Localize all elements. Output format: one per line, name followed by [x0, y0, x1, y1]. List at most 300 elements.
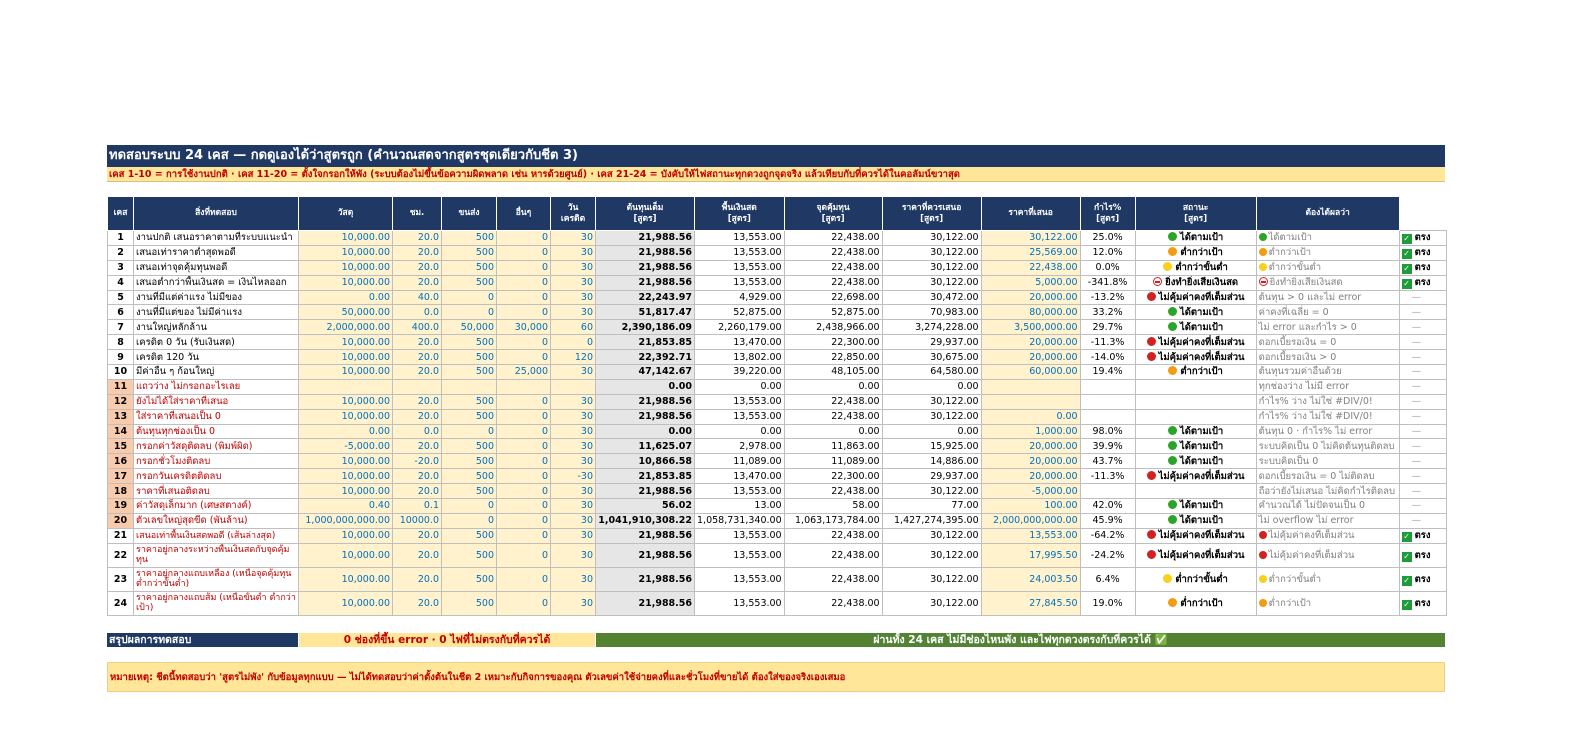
- profit-pct-cell[interactable]: [1080, 484, 1135, 499]
- hours-cell[interactable]: 0.0: [393, 305, 442, 320]
- test-item[interactable]: งานปกติ เสนอราคาตามที่ระบบแนะนำ: [134, 231, 299, 246]
- credit-days-cell[interactable]: 30: [551, 409, 596, 424]
- credit-days-cell[interactable]: 30: [551, 394, 596, 409]
- profit-pct-cell[interactable]: -13.2%: [1080, 290, 1135, 305]
- other-cell[interactable]: [497, 379, 551, 394]
- suggested-price-cell[interactable]: 29,937.00: [882, 335, 981, 350]
- credit-days-cell[interactable]: 30: [551, 567, 596, 591]
- offer-price-cell[interactable]: -5,000.00: [981, 484, 1080, 499]
- full-cost-cell[interactable]: 21,988.56: [596, 567, 695, 591]
- hours-cell[interactable]: 20.0: [393, 409, 442, 424]
- full-cost-cell[interactable]: 21,988.56: [596, 484, 695, 499]
- other-cell[interactable]: 0: [497, 591, 551, 615]
- full-cost-cell[interactable]: 21,853.85: [596, 335, 695, 350]
- shipping-cell[interactable]: 500: [442, 394, 497, 409]
- breakeven-cell[interactable]: 22,438.00: [784, 543, 882, 567]
- material-cell[interactable]: 10,000.00: [299, 335, 393, 350]
- case-number[interactable]: 15: [108, 439, 134, 454]
- case-number[interactable]: 23: [108, 567, 134, 591]
- cash-floor-cell[interactable]: 13,553.00: [695, 245, 785, 260]
- material-cell[interactable]: 10,000.00: [299, 394, 393, 409]
- other-cell[interactable]: 0: [497, 245, 551, 260]
- suggested-price-cell[interactable]: 30,122.00: [882, 528, 981, 543]
- material-cell[interactable]: 0.00: [299, 290, 393, 305]
- test-item[interactable]: งานใหญ่หลักล้าน: [134, 320, 299, 335]
- expected-cell[interactable]: [1256, 335, 1399, 350]
- profit-pct-cell[interactable]: [1080, 379, 1135, 394]
- full-cost-cell[interactable]: 21,988.56: [596, 591, 695, 615]
- test-item[interactable]: เสนอเท่าราคาต่ำสุดพอดี: [134, 245, 299, 260]
- profit-pct-cell[interactable]: 6.4%: [1080, 567, 1135, 591]
- col-header-breakeven[interactable]: จุดคุ้มทุน [สูตร]: [784, 197, 882, 231]
- cash-floor-cell[interactable]: 2,260,179.00: [695, 320, 785, 335]
- test-item[interactable]: ราคาที่เสนอติดลบ: [134, 484, 299, 499]
- hours-cell[interactable]: 20.0: [393, 394, 442, 409]
- hours-cell[interactable]: 20.0: [393, 528, 442, 543]
- material-cell[interactable]: 10,000.00: [299, 543, 393, 567]
- shipping-cell[interactable]: 500: [442, 260, 497, 275]
- shipping-cell[interactable]: 500: [442, 409, 497, 424]
- shipping-cell[interactable]: 500: [442, 365, 497, 380]
- case-number[interactable]: 9: [108, 350, 134, 365]
- expected-cell[interactable]: [1256, 394, 1399, 409]
- hours-cell[interactable]: 0.1: [393, 499, 442, 514]
- full-cost-cell[interactable]: 21,988.56: [596, 394, 695, 409]
- case-number[interactable]: 12: [108, 394, 134, 409]
- case-number[interactable]: 5: [108, 290, 134, 305]
- other-cell[interactable]: 0: [497, 350, 551, 365]
- status-cell[interactable]: [1135, 365, 1256, 380]
- full-cost-cell[interactable]: 21,988.56: [596, 543, 695, 567]
- case-number[interactable]: 19: [108, 499, 134, 514]
- full-cost-cell[interactable]: 21,853.85: [596, 469, 695, 484]
- other-cell[interactable]: 0: [497, 335, 551, 350]
- cash-floor-cell[interactable]: 2,978.00: [695, 439, 785, 454]
- profit-pct-cell[interactable]: 42.0%: [1080, 499, 1135, 514]
- case-number[interactable]: 8: [108, 335, 134, 350]
- cash-floor-cell[interactable]: 0.00: [695, 424, 785, 439]
- suggested-price-cell[interactable]: 30,122.00: [882, 591, 981, 615]
- full-cost-cell[interactable]: 56.02: [596, 499, 695, 514]
- cash-floor-cell[interactable]: 13.00: [695, 499, 785, 514]
- full-cost-cell[interactable]: 51,817.47: [596, 305, 695, 320]
- offer-price-cell[interactable]: 20,000.00: [981, 439, 1080, 454]
- full-cost-cell[interactable]: 21,988.56: [596, 275, 695, 290]
- col-header-profit-pct[interactable]: กำไร% [สูตร]: [1080, 197, 1135, 231]
- suggested-price-cell[interactable]: 30,122.00: [882, 260, 981, 275]
- status-cell[interactable]: [1135, 320, 1256, 335]
- status-cell[interactable]: [1135, 275, 1256, 290]
- credit-days-cell[interactable]: 30: [551, 543, 596, 567]
- case-number[interactable]: 21: [108, 528, 134, 543]
- credit-days-cell[interactable]: 60: [551, 320, 596, 335]
- credit-days-cell[interactable]: 0: [551, 335, 596, 350]
- status-cell[interactable]: [1135, 379, 1256, 394]
- status-cell[interactable]: [1135, 439, 1256, 454]
- case-number[interactable]: 24: [108, 591, 134, 615]
- offer-price-cell[interactable]: [981, 379, 1080, 394]
- case-number[interactable]: 14: [108, 424, 134, 439]
- credit-days-cell[interactable]: 30: [551, 275, 596, 290]
- suggested-price-cell[interactable]: 3,274,228.00: [882, 320, 981, 335]
- hours-cell[interactable]: 20.0: [393, 543, 442, 567]
- hours-cell[interactable]: 20.0: [393, 591, 442, 615]
- full-cost-cell[interactable]: 11,625.07: [596, 439, 695, 454]
- offer-price-cell[interactable]: 5,000.00: [981, 275, 1080, 290]
- suggested-price-cell[interactable]: 30,122.00: [882, 543, 981, 567]
- test-item[interactable]: ราคาอยู่กลางระหว่างพื้นเงินสดกับจุดคุ้มทุน: [134, 543, 299, 567]
- other-cell[interactable]: 0: [497, 409, 551, 424]
- cash-floor-cell[interactable]: 13,553.00: [695, 409, 785, 424]
- offer-price-cell[interactable]: 13,553.00: [981, 528, 1080, 543]
- case-number[interactable]: 20: [108, 513, 134, 528]
- cash-floor-cell[interactable]: 4,929.00: [695, 290, 785, 305]
- profit-pct-cell[interactable]: 25.0%: [1080, 231, 1135, 246]
- credit-days-cell[interactable]: 30: [551, 591, 596, 615]
- cash-floor-cell[interactable]: 13,553.00: [695, 275, 785, 290]
- offer-price-cell[interactable]: 27,845.50: [981, 591, 1080, 615]
- expected-cell[interactable]: [1256, 275, 1399, 290]
- case-number[interactable]: 17: [108, 469, 134, 484]
- breakeven-cell[interactable]: 22,438.00: [784, 394, 882, 409]
- test-item[interactable]: เครดิต 120 วัน: [134, 350, 299, 365]
- cash-floor-cell[interactable]: 13,553.00: [695, 528, 785, 543]
- test-item[interactable]: ยังไม่ได้ใส่ราคาที่เสนอ: [134, 394, 299, 409]
- offer-price-cell[interactable]: 25,569.00: [981, 245, 1080, 260]
- hours-cell[interactable]: 400.0: [393, 320, 442, 335]
- test-item[interactable]: ราคาอยู่กลางแถบส้ม (เหนือขั้นต่ำ ต่ำกว่าเป้า): [134, 591, 299, 615]
- full-cost-cell[interactable]: 0.00: [596, 379, 695, 394]
- test-item[interactable]: เสนอเท่าพื้นเงินสดพอดี (เส้นล่างสุด): [134, 528, 299, 543]
- other-cell[interactable]: 0: [497, 394, 551, 409]
- case-number[interactable]: 3: [108, 260, 134, 275]
- status-cell[interactable]: [1135, 513, 1256, 528]
- other-cell[interactable]: 0: [497, 469, 551, 484]
- material-cell[interactable]: 10,000.00: [299, 454, 393, 469]
- offer-price-cell[interactable]: 30,122.00: [981, 231, 1080, 246]
- test-item[interactable]: แถวว่าง ไม่กรอกอะไรเลย: [134, 379, 299, 394]
- profit-pct-cell[interactable]: 39.9%: [1080, 439, 1135, 454]
- suggested-price-cell[interactable]: 30,122.00: [882, 245, 981, 260]
- expected-cell[interactable]: [1256, 567, 1399, 591]
- status-cell[interactable]: [1135, 231, 1256, 246]
- col-header-case[interactable]: เคส: [108, 197, 134, 231]
- breakeven-cell[interactable]: 22,438.00: [784, 484, 882, 499]
- profit-pct-cell[interactable]: 29.7%: [1080, 320, 1135, 335]
- breakeven-cell[interactable]: 2,438,966.00: [784, 320, 882, 335]
- breakeven-cell[interactable]: 22,438.00: [784, 260, 882, 275]
- suggested-price-cell[interactable]: 14,886.00: [882, 454, 981, 469]
- credit-days-cell[interactable]: 30: [551, 245, 596, 260]
- material-cell[interactable]: 10,000.00: [299, 591, 393, 615]
- test-item[interactable]: ตัวเลขใหญ่สุดขีด (พันล้าน): [134, 513, 299, 528]
- status-cell[interactable]: [1135, 454, 1256, 469]
- hours-cell[interactable]: 40.0: [393, 290, 442, 305]
- suggested-price-cell[interactable]: 30,675.00: [882, 350, 981, 365]
- col-header-material[interactable]: วัสดุ: [299, 197, 393, 231]
- expected-cell[interactable]: [1256, 320, 1399, 335]
- test-item[interactable]: งานที่มีแต่ของ ไม่มีค่าแรง: [134, 305, 299, 320]
- offer-price-cell[interactable]: 20,000.00: [981, 350, 1080, 365]
- offer-price-cell[interactable]: 0.00: [981, 409, 1080, 424]
- cash-floor-cell[interactable]: 13,553.00: [695, 231, 785, 246]
- material-cell[interactable]: 10,000.00: [299, 409, 393, 424]
- hours-cell[interactable]: -20.0: [393, 454, 442, 469]
- shipping-cell[interactable]: 0: [442, 290, 497, 305]
- profit-pct-cell[interactable]: -14.0%: [1080, 350, 1135, 365]
- other-cell[interactable]: 0: [497, 260, 551, 275]
- material-cell[interactable]: 2,000,000.00: [299, 320, 393, 335]
- cash-floor-cell[interactable]: 11,089.00: [695, 454, 785, 469]
- cash-floor-cell[interactable]: 0.00: [695, 379, 785, 394]
- offer-price-cell[interactable]: 20,000.00: [981, 290, 1080, 305]
- material-cell[interactable]: 10,000.00: [299, 350, 393, 365]
- profit-pct-cell[interactable]: 12.0%: [1080, 245, 1135, 260]
- expected-cell[interactable]: [1256, 305, 1399, 320]
- status-cell[interactable]: [1135, 305, 1256, 320]
- credit-days-cell[interactable]: 30: [551, 484, 596, 499]
- col-header-cash-floor[interactable]: พื้นเงินสด [สูตร]: [695, 197, 785, 231]
- expected-cell[interactable]: [1256, 350, 1399, 365]
- other-cell[interactable]: 0: [497, 439, 551, 454]
- col-header-suggested-price[interactable]: ราคาที่ควรเสนอ [สูตร]: [882, 197, 981, 231]
- credit-days-cell[interactable]: 30: [551, 260, 596, 275]
- full-cost-cell[interactable]: 10,866.58: [596, 454, 695, 469]
- suggested-price-cell[interactable]: 30,122.00: [882, 409, 981, 424]
- credit-days-cell[interactable]: 30: [551, 365, 596, 380]
- credit-days-cell[interactable]: 30: [551, 528, 596, 543]
- breakeven-cell[interactable]: 22,850.00: [784, 350, 882, 365]
- full-cost-cell[interactable]: 21,988.56: [596, 231, 695, 246]
- expected-cell[interactable]: [1256, 245, 1399, 260]
- material-cell[interactable]: 10,000.00: [299, 365, 393, 380]
- status-cell[interactable]: [1135, 499, 1256, 514]
- shipping-cell[interactable]: 500: [442, 275, 497, 290]
- shipping-cell[interactable]: [442, 379, 497, 394]
- shipping-cell[interactable]: 500: [442, 439, 497, 454]
- material-cell[interactable]: 10,000.00: [299, 231, 393, 246]
- cash-floor-cell[interactable]: 13,802.00: [695, 350, 785, 365]
- breakeven-cell[interactable]: 22,300.00: [784, 469, 882, 484]
- other-cell[interactable]: 0: [497, 454, 551, 469]
- cash-floor-cell[interactable]: 52,875.00: [695, 305, 785, 320]
- offer-price-cell[interactable]: [981, 394, 1080, 409]
- material-cell[interactable]: -5,000.00: [299, 439, 393, 454]
- shipping-cell[interactable]: 500: [442, 350, 497, 365]
- material-cell[interactable]: 10,000.00: [299, 469, 393, 484]
- test-item[interactable]: เสนอเท่าจุดคุ้มทุนพอดี: [134, 260, 299, 275]
- hours-cell[interactable]: 20.0: [393, 335, 442, 350]
- full-cost-cell[interactable]: 1,041,910,308.22: [596, 513, 695, 528]
- test-item[interactable]: งานที่มีแต่ค่าแรง ไม่มีของ: [134, 290, 299, 305]
- shipping-cell[interactable]: 500: [442, 454, 497, 469]
- col-header-full-cost[interactable]: ต้นทุนเต็ม [สูตร]: [596, 197, 695, 231]
- credit-days-cell[interactable]: 30: [551, 499, 596, 514]
- test-item[interactable]: กรอกชั่วโมงติดลบ: [134, 454, 299, 469]
- material-cell[interactable]: 10,000.00: [299, 245, 393, 260]
- other-cell[interactable]: 0: [497, 290, 551, 305]
- breakeven-cell[interactable]: 52,875.00: [784, 305, 882, 320]
- credit-days-cell[interactable]: 30: [551, 290, 596, 305]
- suggested-price-cell[interactable]: 30,472.00: [882, 290, 981, 305]
- case-number[interactable]: 10: [108, 365, 134, 380]
- breakeven-cell[interactable]: 22,698.00: [784, 290, 882, 305]
- suggested-price-cell[interactable]: 1,427,274,395.00: [882, 513, 981, 528]
- expected-cell[interactable]: [1256, 499, 1399, 514]
- expected-cell[interactable]: [1256, 513, 1399, 528]
- material-cell[interactable]: 50,000.00: [299, 305, 393, 320]
- profit-pct-cell[interactable]: 98.0%: [1080, 424, 1135, 439]
- credit-days-cell[interactable]: 30: [551, 513, 596, 528]
- other-cell[interactable]: 0: [497, 424, 551, 439]
- cash-floor-cell[interactable]: 39,220.00: [695, 365, 785, 380]
- col-header-credit-days[interactable]: วัน เครดิต: [551, 197, 596, 231]
- offer-price-cell[interactable]: 22,438.00: [981, 260, 1080, 275]
- other-cell[interactable]: 30,000: [497, 320, 551, 335]
- case-number[interactable]: 4: [108, 275, 134, 290]
- status-cell[interactable]: [1135, 335, 1256, 350]
- full-cost-cell[interactable]: 21,988.56: [596, 260, 695, 275]
- case-number[interactable]: 13: [108, 409, 134, 424]
- test-item[interactable]: กรอกค่าวัสดุติดลบ (พิมพ์ผิด): [134, 439, 299, 454]
- expected-cell[interactable]: [1256, 484, 1399, 499]
- profit-pct-cell[interactable]: [1080, 394, 1135, 409]
- material-cell[interactable]: 0.00: [299, 424, 393, 439]
- profit-pct-cell[interactable]: -24.2%: [1080, 543, 1135, 567]
- hours-cell[interactable]: 20.0: [393, 275, 442, 290]
- offer-price-cell[interactable]: 3,500,000.00: [981, 320, 1080, 335]
- breakeven-cell[interactable]: 22,438.00: [784, 275, 882, 290]
- suggested-price-cell[interactable]: 30,122.00: [882, 567, 981, 591]
- case-number[interactable]: 7: [108, 320, 134, 335]
- status-cell[interactable]: [1135, 484, 1256, 499]
- case-number[interactable]: 16: [108, 454, 134, 469]
- cash-floor-cell[interactable]: 13,553.00: [695, 591, 785, 615]
- profit-pct-cell[interactable]: 45.9%: [1080, 513, 1135, 528]
- shipping-cell[interactable]: 500: [442, 591, 497, 615]
- profit-pct-cell[interactable]: -341.8%: [1080, 275, 1135, 290]
- shipping-cell[interactable]: 0: [442, 513, 497, 528]
- test-item[interactable]: ใส่ราคาที่เสนอเป็น 0: [134, 409, 299, 424]
- offer-price-cell[interactable]: 24,003.50: [981, 567, 1080, 591]
- suggested-price-cell[interactable]: 29,937.00: [882, 469, 981, 484]
- shipping-cell[interactable]: 50,000: [442, 320, 497, 335]
- expected-cell[interactable]: [1256, 528, 1399, 543]
- status-cell[interactable]: [1135, 567, 1256, 591]
- cash-floor-cell[interactable]: 13,553.00: [695, 567, 785, 591]
- col-header-hours[interactable]: ชม.: [393, 197, 442, 231]
- profit-pct-cell[interactable]: -11.3%: [1080, 335, 1135, 350]
- offer-price-cell[interactable]: 80,000.00: [981, 305, 1080, 320]
- breakeven-cell[interactable]: 22,438.00: [784, 567, 882, 591]
- hours-cell[interactable]: 20.0: [393, 439, 442, 454]
- breakeven-cell[interactable]: 58.00: [784, 499, 882, 514]
- offer-price-cell[interactable]: 20,000.00: [981, 454, 1080, 469]
- hours-cell[interactable]: 20.0: [393, 469, 442, 484]
- shipping-cell[interactable]: 500: [442, 484, 497, 499]
- suggested-price-cell[interactable]: 30,122.00: [882, 275, 981, 290]
- col-header-other[interactable]: อื่นๆ: [497, 197, 551, 231]
- other-cell[interactable]: 0: [497, 513, 551, 528]
- suggested-price-cell[interactable]: 30,122.00: [882, 231, 981, 246]
- other-cell[interactable]: 0: [497, 543, 551, 567]
- status-cell[interactable]: [1135, 260, 1256, 275]
- full-cost-cell[interactable]: 0.00: [596, 424, 695, 439]
- case-number[interactable]: 6: [108, 305, 134, 320]
- expected-cell[interactable]: [1256, 424, 1399, 439]
- shipping-cell[interactable]: 500: [442, 543, 497, 567]
- breakeven-cell[interactable]: 22,438.00: [784, 591, 882, 615]
- suggested-price-cell[interactable]: 0.00: [882, 379, 981, 394]
- other-cell[interactable]: 0: [497, 567, 551, 591]
- expected-cell[interactable]: [1256, 591, 1399, 615]
- status-cell[interactable]: [1135, 245, 1256, 260]
- hours-cell[interactable]: 10000.0: [393, 513, 442, 528]
- full-cost-cell[interactable]: 47,142.67: [596, 365, 695, 380]
- shipping-cell[interactable]: 500: [442, 528, 497, 543]
- offer-price-cell[interactable]: 17,995.50: [981, 543, 1080, 567]
- expected-cell[interactable]: [1256, 365, 1399, 380]
- hours-cell[interactable]: 20.0: [393, 567, 442, 591]
- test-item[interactable]: กรอกวันเครดิตติดลบ: [134, 469, 299, 484]
- expected-cell[interactable]: [1256, 409, 1399, 424]
- cash-floor-cell[interactable]: 13,553.00: [695, 260, 785, 275]
- profit-pct-cell[interactable]: 0.0%: [1080, 260, 1135, 275]
- material-cell[interactable]: 1,000,000,000.00: [299, 513, 393, 528]
- expected-cell[interactable]: [1256, 469, 1399, 484]
- hours-cell[interactable]: 20.0: [393, 484, 442, 499]
- shipping-cell[interactable]: 500: [442, 231, 497, 246]
- credit-days-cell[interactable]: 30: [551, 439, 596, 454]
- shipping-cell[interactable]: 0: [442, 305, 497, 320]
- profit-pct-cell[interactable]: 43.7%: [1080, 454, 1135, 469]
- credit-days-cell[interactable]: -30: [551, 469, 596, 484]
- other-cell[interactable]: 0: [497, 231, 551, 246]
- profit-pct-cell[interactable]: -11.3%: [1080, 469, 1135, 484]
- suggested-price-cell[interactable]: 30,122.00: [882, 484, 981, 499]
- hours-cell[interactable]: 20.0: [393, 350, 442, 365]
- cash-floor-cell[interactable]: 13,470.00: [695, 469, 785, 484]
- breakeven-cell[interactable]: 22,438.00: [784, 231, 882, 246]
- breakeven-cell[interactable]: 0.00: [784, 379, 882, 394]
- status-cell[interactable]: [1135, 424, 1256, 439]
- other-cell[interactable]: 0: [497, 484, 551, 499]
- col-header-shipping[interactable]: ขนส่ง: [442, 197, 497, 231]
- profit-pct-cell[interactable]: 19.0%: [1080, 591, 1135, 615]
- offer-price-cell[interactable]: 60,000.00: [981, 365, 1080, 380]
- hours-cell[interactable]: 0.0: [393, 424, 442, 439]
- material-cell[interactable]: 10,000.00: [299, 484, 393, 499]
- full-cost-cell[interactable]: 22,392.71: [596, 350, 695, 365]
- breakeven-cell[interactable]: 22,438.00: [784, 245, 882, 260]
- case-number[interactable]: 22: [108, 543, 134, 567]
- credit-days-cell[interactable]: 120: [551, 350, 596, 365]
- cash-floor-cell[interactable]: 13,553.00: [695, 484, 785, 499]
- status-cell[interactable]: [1135, 350, 1256, 365]
- other-cell[interactable]: 0: [497, 305, 551, 320]
- breakeven-cell[interactable]: 1,063,173,784.00: [784, 513, 882, 528]
- shipping-cell[interactable]: 500: [442, 469, 497, 484]
- expected-cell[interactable]: [1256, 543, 1399, 567]
- shipping-cell[interactable]: 500: [442, 245, 497, 260]
- col-header-item[interactable]: สิ่งที่ทดสอบ: [134, 197, 299, 231]
- test-item[interactable]: ค่าวัสดุเล็กมาก (เศษสตางค์): [134, 499, 299, 514]
- status-cell[interactable]: [1135, 409, 1256, 424]
- hours-cell[interactable]: 20.0: [393, 231, 442, 246]
- offer-price-cell[interactable]: 20,000.00: [981, 335, 1080, 350]
- hours-cell[interactable]: 20.0: [393, 260, 442, 275]
- expected-cell[interactable]: [1256, 290, 1399, 305]
